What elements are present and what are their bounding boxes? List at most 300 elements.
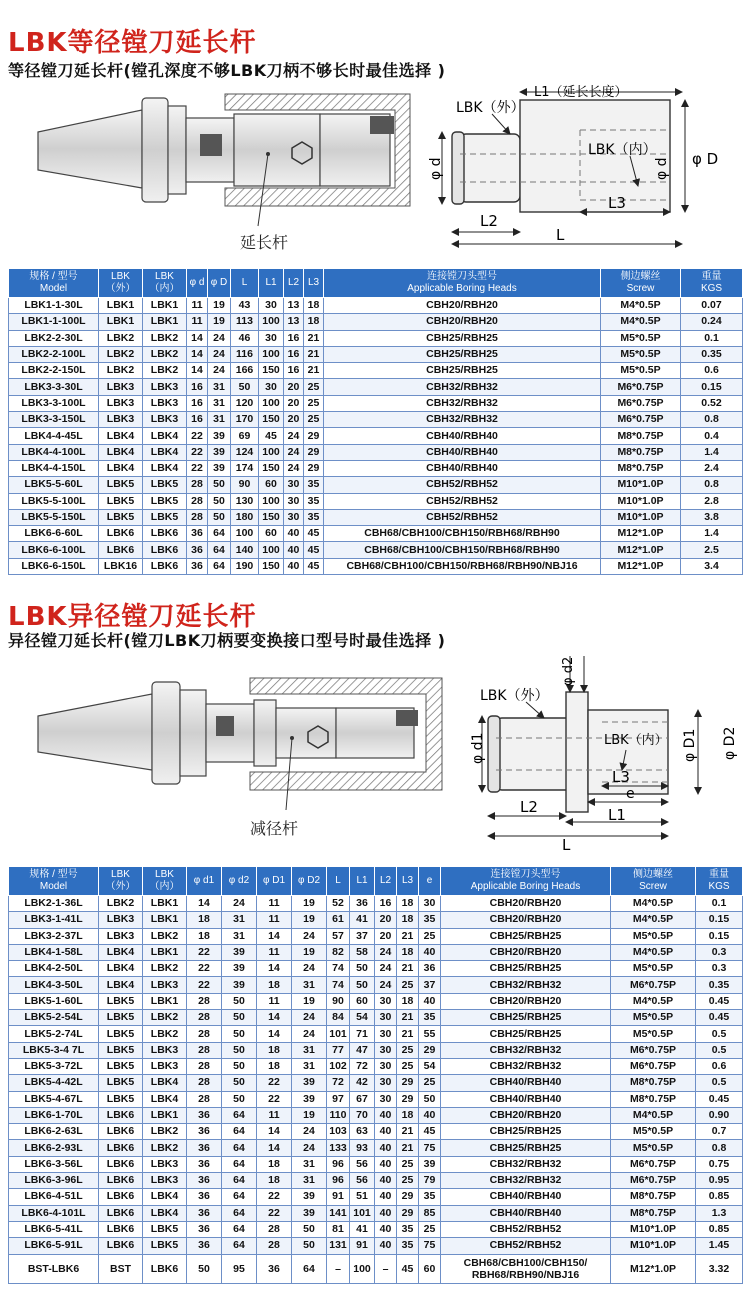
table-cell: LBK3 bbox=[143, 412, 187, 428]
table-cell: 40 bbox=[284, 558, 304, 574]
table-cell: LBK4-2-50L bbox=[9, 961, 99, 977]
column-header-top: LBK bbox=[111, 271, 130, 282]
table-cell: 40 bbox=[375, 1124, 397, 1140]
table-cell: 30 bbox=[375, 1058, 397, 1074]
table-cell: 30 bbox=[284, 509, 304, 525]
table-cell: 30 bbox=[375, 1091, 397, 1107]
table-row bbox=[9, 896, 743, 912]
table-row bbox=[9, 1010, 743, 1026]
table-cell: LBK2 bbox=[99, 330, 143, 346]
table-cell: 40 bbox=[419, 1107, 441, 1123]
table-cell: LBK4 bbox=[99, 444, 143, 460]
column-header-top: 侧边螺丝 bbox=[620, 271, 661, 282]
table-cell: 101 bbox=[350, 1205, 375, 1221]
table-cell: 67 bbox=[350, 1091, 375, 1107]
table-cell: LBK3 bbox=[143, 1042, 187, 1058]
table-cell: 0.45 bbox=[696, 993, 743, 1009]
table-cell: 150 bbox=[259, 460, 284, 476]
table-cell: 0.3 bbox=[696, 944, 743, 960]
table-cell: 39 bbox=[292, 1091, 327, 1107]
table-cell: 28 bbox=[257, 1221, 292, 1237]
diagram2-e-label: e bbox=[626, 786, 635, 802]
column-header-top: φ D1 bbox=[262, 875, 286, 886]
table-cell: 22 bbox=[257, 1091, 292, 1107]
table-cell: 13 bbox=[284, 314, 304, 330]
column-header-top: L1 bbox=[356, 875, 368, 886]
table-cell: LBK2 bbox=[143, 1140, 187, 1156]
table-cell: 0.35 bbox=[696, 977, 743, 993]
table-cell: CBH68/CBH100/CBH150/RBH68/RBH90 bbox=[324, 542, 601, 558]
table-cell: 18 bbox=[257, 1042, 292, 1058]
table-cell: LBK4-4-100L bbox=[9, 444, 99, 460]
table-cell: 35 bbox=[419, 912, 441, 928]
table-cell: M5*0.5P bbox=[601, 346, 681, 362]
table-cell: 60 bbox=[350, 993, 375, 1009]
table-row bbox=[9, 542, 743, 558]
table-cell: LBK1 bbox=[143, 944, 187, 960]
table-cell: 50 bbox=[187, 1254, 222, 1283]
column-header-top: 重量 bbox=[701, 271, 722, 282]
column-header-top: 重量 bbox=[709, 869, 729, 880]
table-cell: 29 bbox=[304, 444, 324, 460]
table-cell: 69 bbox=[231, 428, 259, 444]
table-cell: 31 bbox=[292, 1058, 327, 1074]
table-row bbox=[9, 1238, 743, 1254]
table-cell: LBK16 bbox=[99, 558, 143, 574]
column-header bbox=[304, 269, 324, 298]
table-cell: LBK5 bbox=[99, 1010, 143, 1026]
table-cell: LBK6-6-60L bbox=[9, 526, 99, 542]
table-row bbox=[9, 477, 743, 493]
table-cell: 35 bbox=[419, 1010, 441, 1026]
table-cell: 1.3 bbox=[696, 1205, 743, 1221]
table-cell: 40 bbox=[375, 1189, 397, 1205]
table-cell: LBK2-2-30L bbox=[9, 330, 99, 346]
table-cell: LBK2 bbox=[99, 363, 143, 379]
table-cell: 30 bbox=[375, 1010, 397, 1026]
table-cell: 35 bbox=[419, 1189, 441, 1205]
table-cell: 24 bbox=[208, 330, 231, 346]
table-cell: M10*1.0P bbox=[611, 1221, 696, 1237]
table-cell: 18 bbox=[187, 928, 222, 944]
table-cell: LBK5-4-42L bbox=[9, 1075, 99, 1091]
table-cell: M4*0.5P bbox=[611, 896, 696, 912]
table-cell: LBK1 bbox=[143, 993, 187, 1009]
column-header-bottom: （外） bbox=[105, 283, 136, 294]
table-cell: LBK2 bbox=[143, 928, 187, 944]
table-cell: 0.45 bbox=[696, 1010, 743, 1026]
table-row bbox=[9, 1058, 743, 1074]
table-cell: 28 bbox=[187, 1075, 222, 1091]
table-cell: 82 bbox=[327, 944, 350, 960]
column-header-bottom: （外） bbox=[105, 881, 136, 892]
table-row bbox=[9, 993, 743, 1009]
table-cell: 19 bbox=[292, 912, 327, 928]
table-cell: 41 bbox=[350, 1221, 375, 1237]
table-cell: 50 bbox=[208, 509, 231, 525]
table-cell: 1.4 bbox=[681, 444, 743, 460]
table-cell: 24 bbox=[284, 444, 304, 460]
table-cell: 30 bbox=[419, 896, 441, 912]
table-cell: 22 bbox=[257, 1189, 292, 1205]
table-cell: 16 bbox=[187, 412, 208, 428]
column-header-bottom: Screw bbox=[639, 881, 667, 892]
section-reducing-diameter bbox=[0, 590, 750, 1289]
table-cell: M12*1.0P bbox=[601, 558, 681, 574]
table-cell: LBK5 bbox=[143, 493, 187, 509]
table-cell: 100 bbox=[259, 444, 284, 460]
table-cell: 22 bbox=[257, 1075, 292, 1091]
table-cell: M10*1.0P bbox=[601, 493, 681, 509]
table-row bbox=[9, 1189, 743, 1205]
column-header bbox=[208, 269, 231, 298]
table-cell: 72 bbox=[350, 1058, 375, 1074]
table-cell: CBH20/RBH20 bbox=[324, 298, 601, 314]
table-cell: CBH25/RBH25 bbox=[441, 928, 611, 944]
table-cell: 64 bbox=[222, 1140, 257, 1156]
table-cell: LBK2 bbox=[143, 1026, 187, 1042]
table-cell-heads bbox=[441, 1254, 611, 1283]
table-cell: 64 bbox=[222, 1156, 257, 1172]
table-cell: 28 bbox=[187, 1091, 222, 1107]
table-cell: 16 bbox=[187, 379, 208, 395]
diagram-phi-D2-label: φ D2 bbox=[722, 726, 738, 760]
table-cell: 55 bbox=[419, 1026, 441, 1042]
table-cell: 24 bbox=[375, 961, 397, 977]
table-cell: 18 bbox=[397, 896, 419, 912]
table-cell: LBK1 bbox=[99, 298, 143, 314]
table-cell: LBK3-1-41L bbox=[9, 912, 99, 928]
column-header bbox=[375, 867, 397, 896]
table-cell: 150 bbox=[259, 509, 284, 525]
table-cell: 0.35 bbox=[681, 346, 743, 362]
table-cell: LBK5 bbox=[99, 1058, 143, 1074]
table-cell: M8*0.75P bbox=[601, 460, 681, 476]
table-cell: 64 bbox=[222, 1189, 257, 1205]
table-cell: CBH25/RBH25 bbox=[441, 1140, 611, 1156]
table-cell: 124 bbox=[231, 444, 259, 460]
table-cell: 24 bbox=[292, 928, 327, 944]
table-cell: 41 bbox=[350, 912, 375, 928]
table-cell: 30 bbox=[375, 993, 397, 1009]
table-cell: M8*0.75P bbox=[611, 1205, 696, 1221]
table-cell: 28 bbox=[187, 477, 208, 493]
table-cell: LBK4 bbox=[99, 944, 143, 960]
table-cell: 30 bbox=[259, 298, 284, 314]
table-cell: CBH25/RBH25 bbox=[324, 363, 601, 379]
table-cell: M8*0.75P bbox=[611, 1189, 696, 1205]
table-cell: 21 bbox=[304, 346, 324, 362]
table-cell: 18 bbox=[304, 314, 324, 330]
table-cell: 28 bbox=[187, 509, 208, 525]
table-cell: 141 bbox=[327, 1205, 350, 1221]
table-cell: 50 bbox=[231, 379, 259, 395]
table-cell: 30 bbox=[375, 1026, 397, 1042]
table-cell: LBK3 bbox=[143, 977, 187, 993]
table-cell: 64 bbox=[208, 526, 231, 542]
table-cell: LBK6 bbox=[99, 1173, 143, 1189]
table-cell: 90 bbox=[231, 477, 259, 493]
table-cell: LBK4 bbox=[99, 961, 143, 977]
table-cell: LBK3 bbox=[143, 395, 187, 411]
table-cell: 47 bbox=[350, 1042, 375, 1058]
table-cell: 20 bbox=[284, 395, 304, 411]
table-cell: 18 bbox=[257, 977, 292, 993]
diagram2-lbk-outer-label: LBK（外） bbox=[480, 688, 549, 704]
table-cell: 30 bbox=[259, 330, 284, 346]
table-cell: LBK3 bbox=[143, 1156, 187, 1172]
table-cell: 18 bbox=[257, 1058, 292, 1074]
table-cell: – bbox=[327, 1254, 350, 1283]
table-cell: 180 bbox=[231, 509, 259, 525]
table-cell: 0.5 bbox=[696, 1075, 743, 1091]
table-cell: 96 bbox=[327, 1156, 350, 1172]
table-cell: 91 bbox=[350, 1238, 375, 1254]
table-cell: 0.4 bbox=[681, 428, 743, 444]
table-cell: 36 bbox=[187, 1140, 222, 1156]
table-cell: 25 bbox=[304, 379, 324, 395]
table-cell: 3.8 bbox=[681, 509, 743, 525]
column-header bbox=[9, 867, 99, 896]
table-row bbox=[9, 379, 743, 395]
table-cell: M6*0.75P bbox=[611, 1173, 696, 1189]
table-cell: LBK1-1-30L bbox=[9, 298, 99, 314]
table-cell: M6*0.75P bbox=[611, 1156, 696, 1172]
table-cell: 50 bbox=[222, 1058, 257, 1074]
table-cell: LBK6 bbox=[143, 542, 187, 558]
table-cell: 51 bbox=[350, 1189, 375, 1205]
table-row bbox=[9, 1042, 743, 1058]
table-cell: 150 bbox=[259, 558, 284, 574]
table-cell: 36 bbox=[257, 1254, 292, 1283]
table-cell: LBK2 bbox=[143, 1124, 187, 1140]
table-cell: LBK3 bbox=[143, 1058, 187, 1074]
table-cell: 40 bbox=[375, 1173, 397, 1189]
table-cell: M5*0.5P bbox=[611, 961, 696, 977]
table-cell: CBH40/RBH40 bbox=[324, 460, 601, 476]
table-cell: 31 bbox=[292, 977, 327, 993]
table-cell: M8*0.75P bbox=[601, 444, 681, 460]
table-cell: 113 bbox=[231, 314, 259, 330]
table-cell: LBK6-4-101L bbox=[9, 1205, 99, 1221]
table-cell: 25 bbox=[397, 1042, 419, 1058]
table-cell: LBK5-3-72L bbox=[9, 1058, 99, 1074]
table-cell: LBK2 bbox=[99, 896, 143, 912]
table-cell: 19 bbox=[292, 896, 327, 912]
table-cell: LBK5-5-150L bbox=[9, 509, 99, 525]
table-cell: 11 bbox=[257, 944, 292, 960]
table-cell: CBH25/RBH25 bbox=[441, 1026, 611, 1042]
table-cell: CBH40/RBH40 bbox=[324, 428, 601, 444]
table-cell: CBH32/RBH32 bbox=[441, 1058, 611, 1074]
table-cell: 31 bbox=[222, 928, 257, 944]
table-cell: 21 bbox=[397, 1010, 419, 1026]
column-header-top: L1 bbox=[265, 277, 277, 288]
table-cell: 16 bbox=[187, 395, 208, 411]
table-cell: 25 bbox=[419, 928, 441, 944]
table-row bbox=[9, 395, 743, 411]
table-cell: 37 bbox=[419, 977, 441, 993]
table-cell: LBK1 bbox=[143, 896, 187, 912]
table-row bbox=[9, 526, 743, 542]
table-cell: 0.3 bbox=[696, 961, 743, 977]
table-cell: LBK4-1-58L bbox=[9, 944, 99, 960]
table-cell: 54 bbox=[419, 1058, 441, 1074]
table-cell: 174 bbox=[231, 460, 259, 476]
table-cell: LBK6-6-150L bbox=[9, 558, 99, 574]
table-cell: LBK2 bbox=[143, 961, 187, 977]
table-cell: 97 bbox=[327, 1091, 350, 1107]
table-cell: 20 bbox=[375, 928, 397, 944]
table-cell: 85 bbox=[419, 1205, 441, 1221]
table-cell: 50 bbox=[222, 1026, 257, 1042]
table-cell: 28 bbox=[187, 1058, 222, 1074]
table-cell: CBH25/RBH25 bbox=[441, 961, 611, 977]
table-cell: LBK2 bbox=[143, 330, 187, 346]
table-row bbox=[9, 1140, 743, 1156]
table-cell: 0.5 bbox=[696, 1026, 743, 1042]
table-cell: 50 bbox=[419, 1091, 441, 1107]
table-cell: 64 bbox=[292, 1254, 327, 1283]
table-cell: 50 bbox=[292, 1238, 327, 1254]
column-header bbox=[350, 867, 375, 896]
column-header-bottom: （内） bbox=[149, 881, 180, 892]
table-cell: M6*0.75P bbox=[611, 1042, 696, 1058]
table-cell: 36 bbox=[187, 542, 208, 558]
table-cell: 45 bbox=[304, 542, 324, 558]
column-header bbox=[257, 867, 292, 896]
table-cell: CBH25/RBH25 bbox=[324, 346, 601, 362]
table-cell: CBH52/RBH52 bbox=[441, 1221, 611, 1237]
column-header-top: φ d1 bbox=[193, 875, 215, 886]
table-row bbox=[9, 314, 743, 330]
table-row bbox=[9, 558, 743, 574]
diagram-l2-label: L2 bbox=[480, 212, 498, 230]
section1-subtitle: 等径镗刀延长杆(镗孔深度不够LBK刀柄不够长时最佳选择 ) bbox=[8, 61, 446, 80]
table-cell: LBK5 bbox=[99, 1042, 143, 1058]
table-cell: 21 bbox=[397, 928, 419, 944]
table-cell: 95 bbox=[222, 1254, 257, 1283]
table-cell: LBK6 bbox=[99, 1189, 143, 1205]
table-cell: LBK4 bbox=[99, 428, 143, 444]
table-cell: LBK6 bbox=[99, 1205, 143, 1221]
table-cell: CBH20/RBH20 bbox=[441, 912, 611, 928]
table-cell: M5*0.5P bbox=[611, 1026, 696, 1042]
table-cell: LBK5 bbox=[143, 1221, 187, 1237]
table-cell: LBK5 bbox=[99, 477, 143, 493]
table-cell: 31 bbox=[292, 1042, 327, 1058]
table-cell: 74 bbox=[327, 961, 350, 977]
table-cell: 60 bbox=[259, 477, 284, 493]
table-cell: LBK5 bbox=[99, 1075, 143, 1091]
table-cell: 22 bbox=[187, 428, 208, 444]
column-header bbox=[9, 269, 99, 298]
table-row bbox=[9, 1254, 743, 1283]
table-cell: 0.6 bbox=[681, 363, 743, 379]
table-cell: M4*0.5P bbox=[611, 1107, 696, 1123]
table-cell: BST bbox=[99, 1254, 143, 1283]
table-cell: 14 bbox=[257, 1140, 292, 1156]
diagram-lbk-inner-label: LBK（内） bbox=[588, 142, 657, 158]
table-cell: 19 bbox=[292, 1107, 327, 1123]
table-cell: 35 bbox=[397, 1221, 419, 1237]
table-cell: LBK6-6-100L bbox=[9, 542, 99, 558]
table-cell: 50 bbox=[350, 977, 375, 993]
table-cell: 25 bbox=[397, 1156, 419, 1172]
table-cell: LBK6 bbox=[99, 1124, 143, 1140]
table-cell: CBH32/RBH32 bbox=[441, 1173, 611, 1189]
table-cell: 19 bbox=[208, 314, 231, 330]
table-cell: 0.85 bbox=[696, 1189, 743, 1205]
table-cell: 29 bbox=[304, 428, 324, 444]
column-header bbox=[284, 269, 304, 298]
extension-bar-drawing bbox=[30, 88, 440, 258]
table-cell: 96 bbox=[327, 1173, 350, 1189]
table-cell: 18 bbox=[397, 912, 419, 928]
table-cell: M6*0.75P bbox=[611, 1058, 696, 1074]
table-cell: 61 bbox=[327, 912, 350, 928]
table-cell: 64 bbox=[208, 542, 231, 558]
table-row bbox=[9, 1173, 743, 1189]
table-cell: CBH32/RBH32 bbox=[441, 1156, 611, 1172]
table-cell: CBH52/RBH52 bbox=[324, 477, 601, 493]
table-cell: LBK6 bbox=[143, 526, 187, 542]
table-cell: 18 bbox=[304, 298, 324, 314]
table-cell: 39 bbox=[222, 961, 257, 977]
table-cell: 63 bbox=[350, 1124, 375, 1140]
table-cell: 14 bbox=[257, 928, 292, 944]
table-cell: 28 bbox=[257, 1238, 292, 1254]
table-cell: 50 bbox=[350, 961, 375, 977]
table-cell: LBK2 bbox=[99, 346, 143, 362]
table-row bbox=[9, 1091, 743, 1107]
table-cell: LBK6 bbox=[99, 1221, 143, 1237]
table-cell: 24 bbox=[292, 1026, 327, 1042]
table-row bbox=[9, 346, 743, 362]
column-header bbox=[231, 269, 259, 298]
table-cell: 25 bbox=[397, 977, 419, 993]
table-cell: CBH20/RBH20 bbox=[441, 896, 611, 912]
diagram2-l1-label: L1 bbox=[608, 806, 626, 824]
table-cell: 14 bbox=[257, 961, 292, 977]
table-cell: 45 bbox=[397, 1254, 419, 1283]
table-cell: 11 bbox=[187, 314, 208, 330]
table-cell: CBH40/RBH40 bbox=[441, 1091, 611, 1107]
table-cell: M4*0.5P bbox=[611, 912, 696, 928]
table-cell: 14 bbox=[257, 1026, 292, 1042]
table-cell: CBH32/RBH32 bbox=[441, 1042, 611, 1058]
table-cell: 25 bbox=[397, 1173, 419, 1189]
table-cell: 116 bbox=[231, 346, 259, 362]
table-cell: LBK5 bbox=[143, 1238, 187, 1254]
table-cell: 0.6 bbox=[696, 1058, 743, 1074]
table-cell: LBK4 bbox=[143, 1091, 187, 1107]
column-header-top: φ D2 bbox=[297, 875, 321, 886]
table-cell: 2.5 bbox=[681, 542, 743, 558]
diagram-phi-D1-label: φ D1 bbox=[682, 728, 698, 762]
column-header-top: 规格 / 型号 bbox=[29, 869, 78, 880]
table-cell: M5*0.5P bbox=[601, 363, 681, 379]
table-cell: 25 bbox=[397, 1058, 419, 1074]
diagram2-l3-label: L3 bbox=[612, 768, 630, 786]
table-cell: 31 bbox=[208, 395, 231, 411]
column-header-bottom: （内） bbox=[149, 283, 180, 294]
table-cell: 14 bbox=[257, 1010, 292, 1026]
column-header bbox=[187, 867, 222, 896]
table-cell: M10*1.0P bbox=[601, 509, 681, 525]
table-cell: 24 bbox=[292, 961, 327, 977]
table-cell: 100 bbox=[259, 395, 284, 411]
